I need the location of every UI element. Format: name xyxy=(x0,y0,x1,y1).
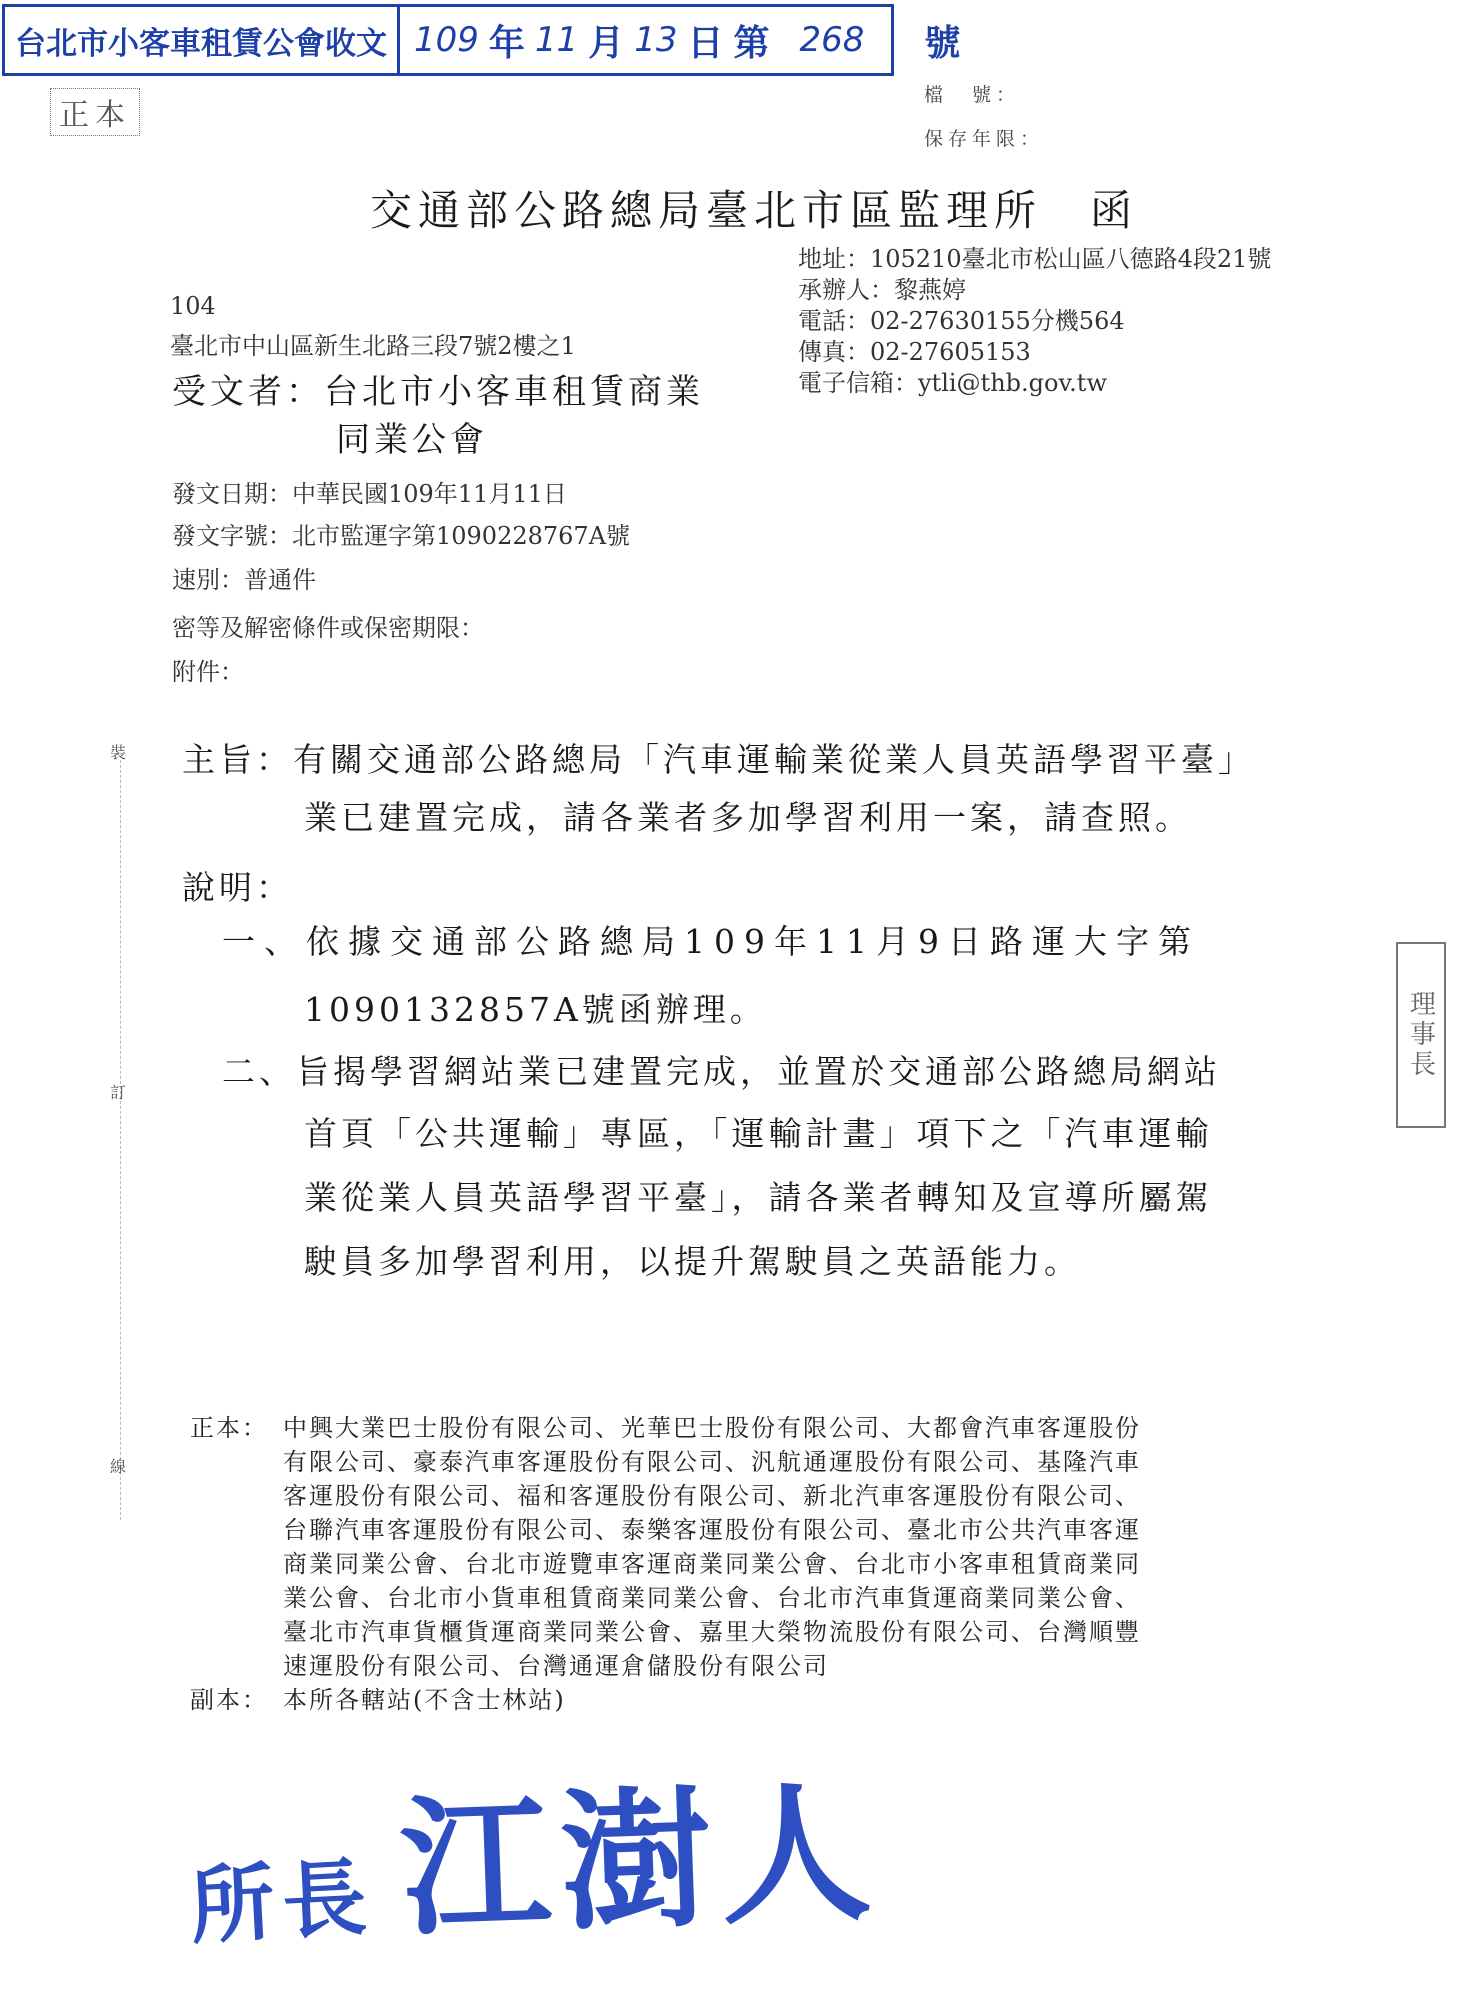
receipt-month: 11 xyxy=(534,20,579,60)
distribution-line: 客運股份有限公司、福和客運股份有限公司、新北汽車客運股份有限公司、 xyxy=(283,1482,1141,1510)
attachment: 附件： xyxy=(172,658,244,686)
explanation-item-2-line-2: 首頁「公共運輸」專區，「運輸計畫」項下之「汽車運輸 xyxy=(304,1114,1213,1153)
receipt-number-suffix: 號 xyxy=(924,22,961,64)
binding-mark-xian: 線 xyxy=(110,1457,127,1476)
distribution-line: 商業同業公會、台北市遊覽車客運商業同業公會、台北市小客車租賃商業同 xyxy=(283,1550,1141,1578)
distribution-line: 業公會、台北市小貨車租賃商業同業公會、台北市汽車貨運商業同業公會、 xyxy=(283,1584,1141,1612)
receipt-month-unit: 月 xyxy=(588,22,625,64)
distribution-line: 有限公司、豪泰汽車客運股份有限公司、汎航通運股份有限公司、基隆汽車 xyxy=(283,1448,1141,1476)
receipt-stamp-organization: 台北市小客車租賃公會收文 xyxy=(5,7,400,73)
fax-number: 傳真：02-27605153 xyxy=(798,338,1031,366)
explanation-item-1-line-2: 1090132857A號函辦理。 xyxy=(304,990,767,1029)
subject-line-2: 業已建置完成，請各業者多加學習利用一案，請查照。 xyxy=(304,798,1192,837)
delivery-speed: 速別：普通件 xyxy=(172,566,316,594)
receipt-number: 268 xyxy=(799,20,865,60)
distribution-label: 正本： xyxy=(190,1414,268,1442)
receipt-stamp-date xyxy=(400,15,960,66)
issue-number: 發文字號：北市監運字第1090228767A號 xyxy=(172,522,631,550)
distribution-line: 臺北市汽車貨櫃貨運商業同業公會、嘉里大榮物流股份有限公司、台灣順豐 xyxy=(283,1618,1141,1646)
signature-name: 江澍人 xyxy=(397,1766,884,1958)
explanation-item-2-line-4: 駛員多加學習利用，以提升駕駛員之英語能力。 xyxy=(304,1242,1081,1281)
carbon-copy-label: 副本： xyxy=(190,1686,268,1714)
side-seal-stamp: 理事長 xyxy=(1396,942,1446,1128)
explanation-label: 說明： xyxy=(182,868,293,907)
receipt-year-unit: 年 xyxy=(488,22,525,64)
binding-mark-ding: 訂 xyxy=(110,1083,127,1102)
signature-title: 所長 xyxy=(187,1848,377,1956)
distribution-line: 速運股份有限公司、台灣通運倉儲股份有限公司 xyxy=(283,1652,829,1680)
sender-address: 地址：105210臺北市松山區八德路4段21號 xyxy=(798,245,1272,273)
explanation-item-1-line-1: 一、依據交通部公路總局109年11月9日路運大字第 xyxy=(222,922,1200,961)
binding-mark-zhuang: 裝 xyxy=(110,743,127,762)
secrecy-level: 密等及解密條件或保密期限： xyxy=(172,614,484,642)
issue-date: 發文日期：中華民國109年11月11日 xyxy=(172,480,567,508)
receipt-day: 13 xyxy=(634,20,678,60)
email-address: 電子信箱：ytli@thb.gov.tw xyxy=(798,369,1107,397)
distribution-line: 中興大業巴士股份有限公司、光華巴士股份有限公司、大都會汽車客運股份 xyxy=(283,1414,1141,1442)
binding-line xyxy=(120,760,121,1520)
director-signature-seal xyxy=(187,1740,884,1958)
recipient-postcode: 104 xyxy=(170,292,216,320)
handler-name: 承辦人：黎燕婷 xyxy=(798,276,966,304)
explanation-item-2-line-3: 業從業人員英語學習平臺」，請各業者轉知及宣導所屬駕 xyxy=(304,1178,1213,1217)
receipt-year: 109 xyxy=(414,20,479,60)
retention-period-label: 保存年限： xyxy=(924,128,1045,150)
receipt-number-prefix: 第 xyxy=(733,22,770,64)
file-number-label: 檔 號： xyxy=(924,84,1021,106)
explanation-item-2-line-1: 二、旨揭學習網站業已建置完成，並置於交通部公路總局網站 xyxy=(222,1052,1221,1091)
subject-line-1: 主旨：有關交通部公路總局「汽車運輸業從業人員英語學習平臺」 xyxy=(182,740,1255,779)
receipt-stamp xyxy=(2,4,961,76)
receipt-day-unit: 日 xyxy=(687,22,724,64)
phone-number: 電話：02-27630155分機564 xyxy=(798,307,1125,335)
sender-contact-block xyxy=(798,244,1271,399)
recipient-name xyxy=(172,368,704,464)
recipient-line-2: 同業公會 xyxy=(336,420,488,460)
recipient-address: 臺北市中山區新生北路三段7號2樓之1 xyxy=(170,332,576,360)
original-copy-mark: 正本 xyxy=(50,88,140,136)
carbon-copy-recipients: 本所各轄站(不含士林站) xyxy=(283,1686,566,1714)
document-title: 交通部公路總局臺北市區監理所 函 xyxy=(370,186,1139,235)
recipient-line-1: 受文者：台北市小客車租賃商業 xyxy=(172,372,704,412)
distribution-line: 台聯汽車客運股份有限公司、泰樂客運股份有限公司、臺北市公共汽車客運 xyxy=(283,1516,1141,1544)
